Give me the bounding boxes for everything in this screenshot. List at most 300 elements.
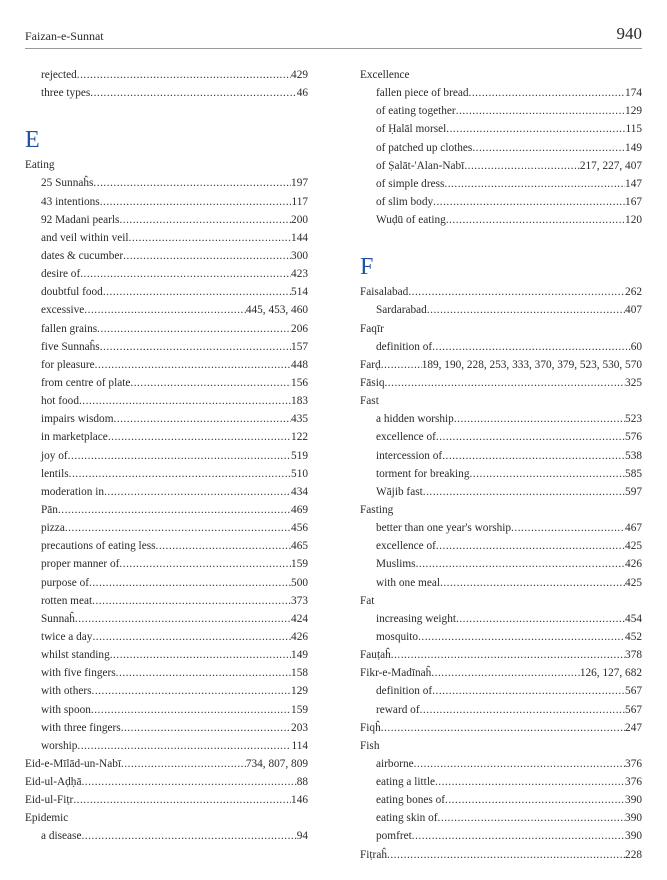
dot-leader <box>438 809 626 827</box>
page-reference: 157 <box>291 340 308 353</box>
dot-leader <box>121 719 291 737</box>
page-reference: 126, 127, 682 <box>579 667 642 680</box>
page-reference: 46 <box>296 87 308 100</box>
index-subentry <box>360 682 642 700</box>
page-reference: 435 <box>291 413 308 426</box>
index-entry <box>25 773 308 791</box>
dot-leader <box>97 320 291 338</box>
entry-term: of eating together <box>376 105 456 118</box>
dot-leader <box>445 791 625 809</box>
page-reference: 567 <box>625 685 642 698</box>
dot-leader <box>92 592 291 610</box>
entry-term: pomfret <box>376 830 412 843</box>
page-number: 940 <box>616 24 642 43</box>
entry-term: for pleasure <box>41 358 95 371</box>
index-subentry <box>25 592 308 610</box>
page-reference: 149 <box>291 649 308 662</box>
index-subentry <box>360 827 642 845</box>
dot-leader <box>91 701 291 719</box>
page-reference: 425 <box>625 540 642 553</box>
entry-term: Wuḍū of eating <box>376 214 446 227</box>
page-reference: 183 <box>291 395 308 408</box>
dot-leader <box>130 374 291 392</box>
page-reference: 585 <box>625 467 642 480</box>
entry-term: torment for breaking <box>376 467 470 480</box>
index-subentry <box>360 301 642 319</box>
entry-term: Eid-ul-Aḍḥā <box>25 776 82 789</box>
index-subentry <box>25 701 308 719</box>
index-subentry <box>360 447 642 465</box>
page-reference: 467 <box>625 522 642 535</box>
index-subentry <box>25 646 308 664</box>
section-gap <box>360 229 642 243</box>
index-subentry <box>25 428 308 446</box>
entry-term: eating a little <box>376 776 435 789</box>
page-reference: 523 <box>625 413 642 426</box>
page-reference: 117 <box>291 195 308 208</box>
entry-term: Fiqĥ <box>360 721 381 734</box>
page-reference: 390 <box>625 830 642 843</box>
entry-term: rejected <box>41 69 77 81</box>
entry-term: eating bones of <box>376 794 446 807</box>
index-subentry <box>25 465 308 483</box>
dot-leader <box>408 283 625 301</box>
entry-term: definition of <box>376 340 433 353</box>
entry-term: Faqīr <box>360 322 384 335</box>
index-subentry <box>25 628 308 646</box>
dot-leader <box>65 519 291 537</box>
index-subentry <box>360 483 642 501</box>
page-reference: 445, 453, 460 <box>245 304 308 317</box>
index-heading <box>360 320 642 338</box>
dot-leader <box>418 628 625 646</box>
dot-leader <box>92 682 292 700</box>
dot-leader <box>469 84 626 102</box>
dot-leader <box>472 139 625 157</box>
page-reference: 376 <box>625 757 642 770</box>
page-reference: 597 <box>625 485 642 498</box>
dot-leader <box>89 574 291 592</box>
index-entry <box>360 283 642 301</box>
entry-term: precautions of eating less <box>41 540 156 553</box>
page-reference: 567 <box>625 703 642 716</box>
section-letter: E <box>25 127 40 154</box>
dot-leader <box>123 247 291 265</box>
dot-leader <box>432 682 625 700</box>
index-entry <box>25 791 308 809</box>
index-subentry <box>25 827 308 845</box>
index-subentry <box>360 102 642 120</box>
page-reference: 115 <box>625 123 642 136</box>
page-reference: 538 <box>625 449 642 462</box>
dot-leader <box>384 374 625 392</box>
page-reference: 426 <box>291 630 308 643</box>
page-reference: 158 <box>291 667 308 680</box>
index-subentry <box>25 610 308 628</box>
entry-term: Fasting <box>360 503 394 516</box>
index-subentry <box>360 555 642 573</box>
page-reference: 452 <box>625 630 642 643</box>
page-reference: 373 <box>291 594 308 607</box>
page-reference: 456 <box>291 522 308 535</box>
dot-leader <box>446 120 625 138</box>
page-reference: 390 <box>625 794 642 807</box>
dot-leader <box>80 265 291 283</box>
dot-leader <box>427 301 625 319</box>
page-reference: 325 <box>625 376 642 389</box>
index-subentry <box>360 157 642 175</box>
index-heading <box>360 592 642 610</box>
dot-leader <box>77 737 291 755</box>
entry-term: Sunnaĥ <box>41 612 75 625</box>
index-subentry <box>360 701 642 719</box>
index-subentry <box>25 392 308 410</box>
index-subentry <box>25 229 308 247</box>
dot-leader <box>454 410 625 428</box>
dot-leader <box>104 483 291 501</box>
index-subentry <box>360 574 642 592</box>
index-subentry <box>360 175 642 193</box>
entry-term: in marketplace <box>41 431 108 444</box>
page-reference: 159 <box>291 703 308 716</box>
index-subentry <box>360 211 642 229</box>
page-reference: 510 <box>291 467 308 480</box>
index-subentry <box>25 574 308 592</box>
dot-leader <box>90 84 296 102</box>
entry-term: from centre of plate <box>41 376 131 389</box>
entry-term: and veil within veil <box>41 231 129 244</box>
index-subentry <box>25 682 308 700</box>
dot-leader <box>456 102 625 120</box>
entry-term: Fish <box>360 739 380 752</box>
book-title: Faizan-e-Sunnat <box>25 29 104 43</box>
index-subentry <box>360 537 642 555</box>
page-reference: 200 <box>291 213 308 226</box>
index-subentry <box>360 628 642 646</box>
dot-leader <box>432 338 631 356</box>
page-reference: 576 <box>625 431 642 444</box>
page-reference: 122 <box>291 431 308 444</box>
dot-leader <box>68 447 291 465</box>
index-entry <box>360 664 642 682</box>
dot-leader <box>100 193 292 211</box>
index-heading <box>360 737 642 755</box>
page-reference: 146 <box>291 794 308 807</box>
page-reference: 424 <box>291 612 308 625</box>
entry-term: Sardarabad <box>376 304 427 317</box>
dot-leader <box>414 755 625 773</box>
index-heading <box>25 156 308 174</box>
index-heading <box>360 66 642 84</box>
entry-term: intercession of <box>376 449 443 462</box>
dot-leader <box>114 410 292 428</box>
dot-leader <box>412 827 625 845</box>
index-subentry <box>25 447 308 465</box>
entry-term: excellence of <box>376 431 436 444</box>
index-subentry <box>25 247 308 265</box>
dot-leader <box>442 447 625 465</box>
entry-term: Fāsiq <box>360 376 385 389</box>
dot-leader <box>73 791 291 809</box>
entry-term: of patched up clothes <box>376 141 473 154</box>
index-subentry <box>25 737 308 755</box>
index-subentry <box>360 610 642 628</box>
page-reference: 197 <box>291 177 308 190</box>
entry-term: proper manner of <box>41 558 120 571</box>
index-subentry <box>360 519 642 537</box>
entry-term: with spoon <box>41 703 91 716</box>
dot-leader <box>103 283 291 301</box>
index-subentry <box>360 139 642 157</box>
dot-leader <box>69 465 291 483</box>
entry-term: Pān <box>41 503 58 516</box>
section-gap <box>25 102 308 116</box>
running-header <box>25 22 642 49</box>
page-reference: 167 <box>625 195 642 208</box>
entry-term: better than one year's worship <box>376 522 512 535</box>
index-subentry <box>25 719 308 737</box>
index-subentry <box>360 809 642 827</box>
dot-leader <box>119 211 291 229</box>
index-column-left <box>25 66 308 846</box>
entry-term: a disease <box>41 830 82 843</box>
page-reference: 129 <box>291 685 308 698</box>
index-subentry <box>360 791 642 809</box>
index-subentry <box>25 193 308 211</box>
entry-term: with one meal <box>376 576 440 589</box>
entry-term: with three fingers <box>41 721 121 734</box>
entry-term: reward of <box>376 703 420 716</box>
page-reference: 300 <box>291 249 308 262</box>
entry-term: with others <box>41 685 92 698</box>
dot-leader <box>420 701 625 719</box>
entry-term: purpose of <box>41 576 90 589</box>
entry-term: Epidemic <box>25 812 69 825</box>
index-subentry <box>360 193 642 211</box>
page-reference: 174 <box>625 87 642 100</box>
dot-leader <box>381 719 625 737</box>
entry-term: with five fingers <box>41 667 116 680</box>
entry-term: Fiṭraĥ <box>360 848 387 861</box>
dot-leader <box>58 501 291 519</box>
index-entry <box>360 846 642 864</box>
page-reference: 262 <box>625 286 642 299</box>
entry-term: of Ḥalāl morsel <box>376 123 447 136</box>
index-subentry <box>25 537 308 555</box>
page-reference: 206 <box>291 322 308 335</box>
index-subentry <box>25 356 308 374</box>
page-reference: 465 <box>291 540 308 553</box>
dot-leader <box>381 356 422 374</box>
entry-term: twice a day <box>41 630 93 643</box>
entry-term: definition of <box>376 685 433 698</box>
dot-leader <box>435 773 625 791</box>
index-subentry <box>25 320 308 338</box>
index-subentry <box>360 755 642 773</box>
dot-leader <box>93 174 291 192</box>
entry-term: hot food <box>41 395 79 408</box>
entry-term: Fauṭaĥ <box>360 649 391 662</box>
page-reference: 94 <box>296 830 308 843</box>
index-subentry <box>25 211 308 229</box>
entry-term: mosquito <box>376 630 419 643</box>
dot-leader <box>387 846 625 864</box>
entry-term: Excellence <box>360 69 410 81</box>
index-subentry <box>25 374 308 392</box>
entry-term: Fat <box>360 594 375 607</box>
index-entry <box>360 356 642 374</box>
entry-term: lentils <box>41 467 69 480</box>
entry-term: a hidden worship <box>376 413 454 426</box>
dot-leader <box>108 428 291 446</box>
index-subentry <box>25 664 308 682</box>
page-reference: 217, 227, 407 <box>579 159 642 172</box>
index-subentry <box>25 501 308 519</box>
dot-leader <box>119 555 291 573</box>
page-reference: 425 <box>625 576 642 589</box>
index-subentry <box>25 338 308 356</box>
index-subentry <box>360 428 642 446</box>
page-reference: 519 <box>291 449 308 462</box>
page-reference: 156 <box>291 376 308 389</box>
dot-leader <box>440 574 625 592</box>
dot-leader <box>92 628 291 646</box>
page-reference: 429 <box>291 69 308 81</box>
dot-leader <box>75 610 291 628</box>
dot-leader <box>156 537 292 555</box>
page-reference: 147 <box>625 177 642 190</box>
dot-leader <box>95 356 291 374</box>
entry-term: of simple dress <box>376 177 445 190</box>
page-reference: 378 <box>625 649 642 662</box>
entry-term: excellence of <box>376 540 436 553</box>
index-heading <box>360 392 642 410</box>
index-heading <box>25 809 308 827</box>
page-reference: 390 <box>625 812 642 825</box>
page-reference: 423 <box>291 268 308 281</box>
entry-term: 43 intentions <box>41 195 100 208</box>
entry-term: excessive <box>41 304 85 317</box>
entry-term: pizza <box>41 522 65 535</box>
index-subentry <box>25 410 308 428</box>
entry-term: 92 Madani pearls <box>41 213 120 226</box>
entry-term: worship <box>41 739 78 752</box>
entry-term: Eid-e-Mīlād-un-Nabī <box>25 757 121 770</box>
index-subentry <box>25 283 308 301</box>
index-entry <box>360 646 642 664</box>
index-entry <box>25 755 308 773</box>
page-reference: 448 <box>291 358 308 371</box>
entry-term: five Sunnaĥs <box>41 340 100 353</box>
page-reference: 247 <box>625 721 642 734</box>
index-subentry <box>360 410 642 428</box>
entry-term: whilst standing <box>41 649 110 662</box>
page-reference: 454 <box>625 612 642 625</box>
entry-term: increasing weight <box>376 612 456 625</box>
entry-term: Faisalabad <box>360 286 409 299</box>
page-reference: 144 <box>291 231 308 244</box>
entry-term: Fast <box>360 395 379 408</box>
entry-term: Eid-ul-Fiṭr <box>25 794 74 807</box>
dot-leader <box>110 646 291 664</box>
entry-term: three types <box>41 87 91 100</box>
page-reference: 734, 807, 809 <box>245 757 308 770</box>
page-reference: 149 <box>625 141 642 154</box>
entry-term: rotten meat <box>41 594 93 607</box>
index-subentry <box>25 555 308 573</box>
index-subentry <box>360 84 642 102</box>
dot-leader <box>121 755 246 773</box>
entry-term: Farḍ <box>360 358 381 371</box>
index-subentry <box>25 301 308 319</box>
entry-term: Wājib fast <box>376 485 423 498</box>
page-reference: 60 <box>630 340 642 353</box>
page-reference: 407 <box>625 304 642 317</box>
page-reference: 159 <box>291 558 308 571</box>
page-reference: 469 <box>291 503 308 516</box>
index-entry <box>360 719 642 737</box>
entry-term: Muslims <box>376 558 416 571</box>
entry-term: 25 Sunnaĥs <box>41 177 94 190</box>
index-subentry <box>25 174 308 192</box>
dot-leader <box>423 483 625 501</box>
page-reference: 129 <box>625 105 642 118</box>
index-subentry <box>360 338 642 356</box>
index-subentry <box>25 66 308 84</box>
dot-leader <box>391 646 625 664</box>
entry-term: Eating <box>25 159 55 172</box>
page-reference: 189, 190, 228, 253, 333, 370, 379, 523, 530, 570 <box>421 358 642 371</box>
index-subentry <box>25 483 308 501</box>
page-reference: 203 <box>291 721 308 734</box>
entry-term: joy of <box>41 449 68 462</box>
entry-term: dates & cucumber <box>41 249 124 262</box>
index-subentry <box>25 84 308 102</box>
entry-term: fallen grains <box>41 322 98 335</box>
page-reference: 434 <box>291 485 308 498</box>
dot-leader <box>469 465 625 483</box>
entry-term: moderation in <box>41 485 105 498</box>
dot-leader <box>79 392 291 410</box>
entry-term: of slim body <box>376 195 434 208</box>
dot-leader <box>464 157 580 175</box>
dot-leader <box>436 537 625 555</box>
dot-leader <box>456 610 625 628</box>
index-subentry <box>360 465 642 483</box>
entry-term: desire of <box>41 268 81 281</box>
index-heading <box>360 501 642 519</box>
index-entry <box>360 374 642 392</box>
dot-leader <box>446 211 625 229</box>
dot-leader <box>511 519 625 537</box>
section-letter: F <box>360 254 374 281</box>
dot-leader <box>129 229 292 247</box>
dot-leader <box>81 827 296 845</box>
dot-leader <box>84 301 246 319</box>
entry-term: impairs wisdom <box>41 413 114 426</box>
dot-leader <box>444 175 625 193</box>
dot-leader <box>431 664 580 682</box>
entry-term: fallen piece of bread <box>376 87 469 100</box>
page-reference: 88 <box>296 776 308 789</box>
page-reference: 500 <box>291 576 308 589</box>
entry-term: of Ṣalāt-'Alan-Nabī <box>376 159 465 172</box>
page-reference: 114 <box>291 739 308 752</box>
dot-leader <box>436 428 625 446</box>
index-column-right <box>360 66 642 864</box>
index-subentry <box>360 773 642 791</box>
page-reference: 426 <box>625 558 642 571</box>
